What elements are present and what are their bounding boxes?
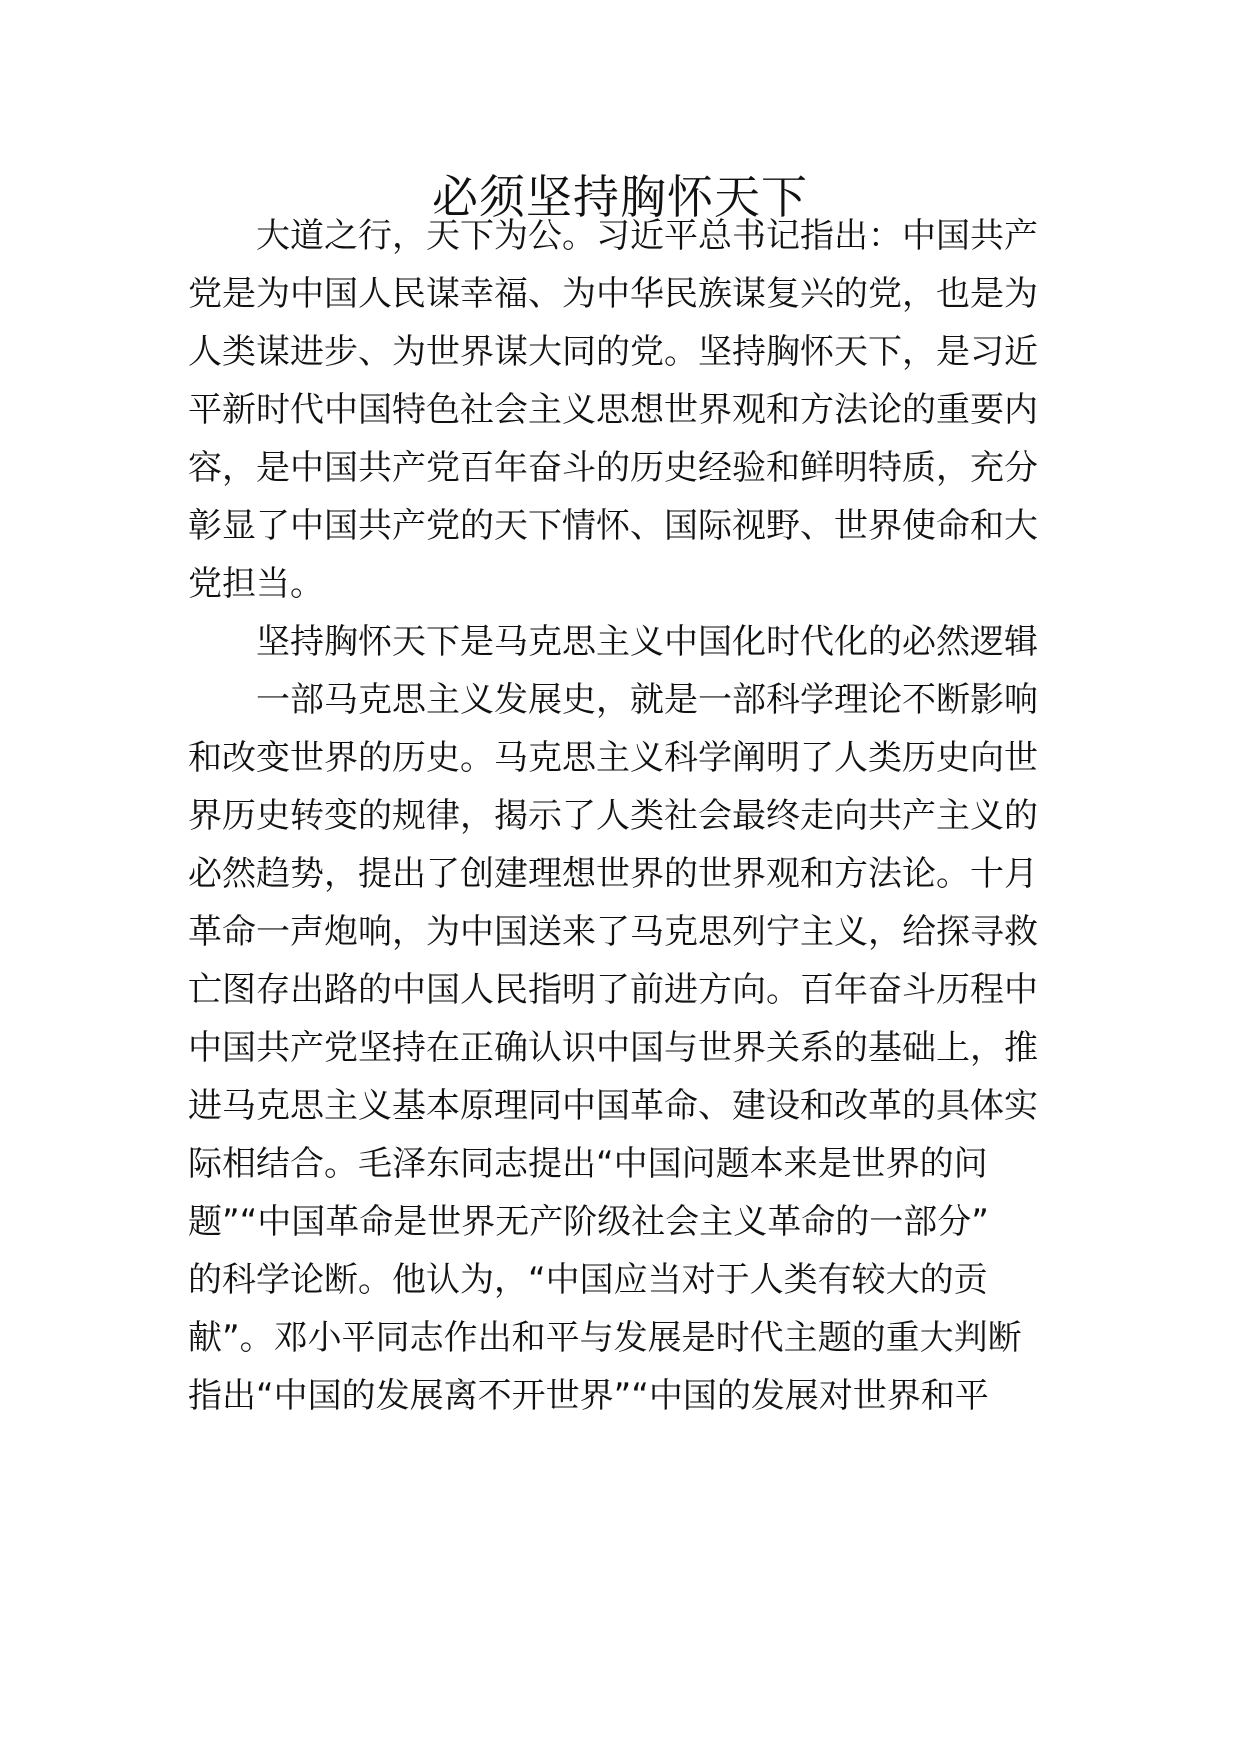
paragraph-line: 大道之行，天下为公。习近平总书记指出：中国共产 (256, 216, 1038, 256)
paragraph-line: 进马克思主义基本原理同中国革命、建设和改革的具体实 (188, 1086, 1038, 1126)
paragraph-line: 平新时代中国特色社会主义思想世界观和方法论的重要内 (188, 390, 1038, 430)
paragraph-line: 党是为中国人民谋幸福、为中华民族谋复兴的党，也是为 (188, 274, 1038, 314)
paragraph-line: 题”“中国革命是世界无产阶级社会主义革命的一部分” (188, 1202, 989, 1242)
paragraph-line: 际相结合。毛泽东同志提出“中国问题本来是世界的问 (188, 1144, 988, 1184)
paragraph-line: 和改变世界的历史。马克思主义科学阐明了人类历史向世 (188, 738, 1038, 778)
paragraph-line: 革命一声炮响，为中国送来了马克思列宁主义，给探寻救 (188, 912, 1038, 952)
paragraph-line: 的科学论断。他认为，“中国应当对于人类有较大的贡 (188, 1260, 988, 1300)
document-title: 必须坚持胸怀天下 (432, 170, 808, 224)
paragraph-line: 中国共产党坚持在正确认识中国与世界关系的基础上，推 (188, 1028, 1038, 1068)
paragraph-line: 一部马克思主义发展史，就是一部科学理论不断影响 (256, 680, 1038, 720)
paragraph-line: 党担当。 (188, 564, 324, 604)
section-heading: 坚持胸怀天下是马克思主义中国化时代化的必然逻辑 (256, 622, 1038, 662)
paragraph-line: 人类谋进步、为世界谋大同的党。坚持胸怀天下，是习近 (188, 332, 1038, 372)
paragraph-line: 容，是中国共产党百年奋斗的历史经验和鲜明特质，充分 (188, 448, 1038, 488)
paragraph-line: 献”。邓小平同志作出和平与发展是时代主题的重大判断 (188, 1318, 1022, 1358)
paragraph-line: 必然趋势，提出了创建理想世界的世界观和方法论。十月 (188, 854, 1038, 894)
paragraph-line: 指出“中国的发展离不开世界”“中国的发展对世界和平 (188, 1376, 989, 1416)
paragraph-line: 彰显了中国共产党的天下情怀、国际视野、世界使命和大 (188, 506, 1038, 546)
paragraph-line: 亡图存出路的中国人民指明了前进方向。百年奋斗历程中 (188, 970, 1038, 1010)
paragraph-line: 界历史转变的规律，揭示了人类社会最终走向共产主义的 (188, 796, 1038, 836)
